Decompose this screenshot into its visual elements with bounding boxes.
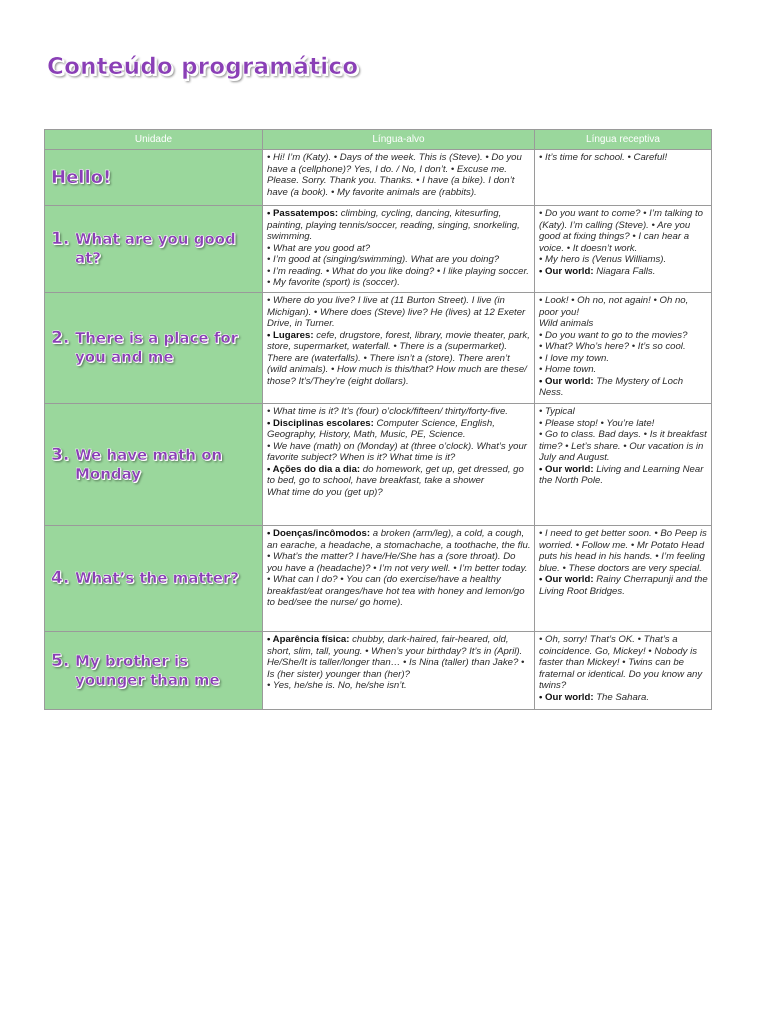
content-text: • I’m reading. • What do you like doing? • I like playing soccer. • My favorite (sport) is (soccer). [267, 265, 529, 288]
table-row [45, 293, 712, 404]
unit-cell [45, 632, 263, 710]
table-header-row [45, 130, 712, 150]
page-title: Conteúdo programático [47, 54, 359, 80]
content-text: Computer Science, English, Geography, History, Math, Music, PE, Science. [267, 417, 495, 440]
content-paragraph [267, 634, 531, 680]
content-text: • Look! • Oh no, not again! • Oh no, poor you! [539, 295, 689, 318]
unit-name: What are you good at? [75, 230, 236, 267]
content-text: • Do you want to go to the movies? [539, 329, 688, 341]
content-text: • Do you want to come? • I’m talking to (Katy). I’m calling (Steve). • Are you good at fixing things? • I can hear a voice. • It doesn’t work. [539, 208, 704, 254]
lingua-receptiva-cell [535, 150, 712, 206]
content-paragraph [539, 574, 708, 597]
content-text: • Where do you live? I live at (11 Burton Street). I live (in Michigan). • Where does (Steve) live? He (lives) at 12 Exeter Drive, in Turner. [267, 295, 526, 329]
content-text: do homework, get up, get dressed, go to bed, go to school, have breakfast, take a shower [267, 463, 524, 486]
content-label: • Our world: [539, 574, 594, 585]
unit-number: 3. [51, 444, 70, 465]
lingua-alvo-cell [263, 632, 535, 710]
content-text: • Go to class. Bad days. • Is it breakfast time? • Let’s share. • Our vacation is in July and August. [539, 429, 707, 463]
content-paragraph [539, 208, 708, 254]
content-text: • Please stop! • You’re late! [539, 417, 655, 429]
content-paragraph [267, 464, 531, 487]
header-lingua-alvo: Língua-alvo [263, 130, 535, 150]
content-paragraph [539, 528, 708, 574]
lingua-receptiva-cell [535, 206, 712, 293]
unit-name: There is a place for you and me [75, 329, 239, 366]
content-paragraph [267, 243, 531, 255]
content-label: • Our world: [539, 375, 594, 387]
content-text: • Oh, sorry! That’s OK. • That’s a coincidence. Go, Mickey! • Nobody is faster than Mickey! • Twins can be fraternal or identical. Do you know any twins? [539, 634, 703, 691]
content-label: • Ações do dia a dia: [267, 463, 361, 475]
unit-cell [45, 206, 263, 293]
unit-number: 2. [51, 328, 70, 348]
content-paragraph [539, 418, 708, 430]
unit-title [51, 168, 258, 187]
unit-name: We have math on Monday [75, 445, 223, 483]
content-text: climbing, cycling, dancing, kitesurfing, painting, playing tennis/soccer, reading, singing, snorkeling, swimming. [267, 208, 520, 242]
header-unidade: Unidade [45, 130, 263, 150]
content-text: • Yes, he/she is. No, he/she isn’t. [267, 680, 407, 691]
content-text: • Hi! I’m (Katy). • Days of the week. This is (Steve). • Do you have a (cellphone)? Yes, I do. / No, I don’t. • Excuse me. Please. Sorry. Thank you. Thanks. • I have (a bike). I don’t have (a book). • My favorite animals are (rabbits). [267, 152, 522, 198]
content-text: • I need to get better soon. • Bo Peep is worried. • Follow me. • Mr Potato Head puts his head in his hands. • I’m feeling blue. • These doctors are very special. [539, 528, 707, 574]
content-label: • Our world: [539, 463, 594, 475]
content-paragraph [539, 692, 708, 704]
content-label: • Our world: [539, 265, 594, 277]
content-paragraph [539, 254, 708, 266]
content-text: The Mystery of Loch Ness. [539, 375, 684, 398]
content-label: • Passatempos: [267, 208, 339, 219]
unit-number: 5. [51, 650, 70, 671]
table-row [45, 206, 712, 293]
content-paragraph [539, 152, 708, 164]
content-paragraph [539, 429, 708, 464]
unit-name: My brother is younger than me [75, 651, 220, 689]
table-row [45, 632, 712, 710]
unit-number: 4. [51, 568, 70, 588]
content-text: chubby, dark-haired, fair-heared, old, short, slim, tall, young. • When’s your birthday? It’s in (April). He/She/It is taller/longer than… • Is Nina (taller) than Jake? • Is (her sister) younger than (her)? [267, 634, 525, 680]
content-text: • What time is it? It’s (four) o’clock/fifteen/ thirty/forty-five. [267, 406, 508, 417]
lingua-alvo-cell [263, 293, 535, 404]
unit-name: What’s the matter? [75, 569, 239, 587]
lingua-alvo-cell [263, 206, 535, 293]
lingua-alvo-cell [263, 404, 535, 526]
unit-title [51, 446, 258, 484]
content-paragraph [267, 406, 531, 418]
unit-cell [45, 526, 263, 632]
content-paragraph [267, 418, 531, 441]
content-paragraph [539, 330, 708, 342]
content-paragraph [539, 464, 708, 487]
content-label: • Lugares: [267, 329, 314, 341]
content-text: • What are you good at? [267, 242, 371, 254]
lingua-receptiva-cell [535, 404, 712, 526]
content-paragraph [267, 208, 531, 243]
content-label: • Doenças/incômodos: [267, 528, 371, 539]
table-row [45, 404, 712, 526]
table-row [45, 150, 712, 206]
content-text: • It’s time for school. • Careful! [539, 152, 668, 163]
header-lingua-receptiva: Língua receptiva [535, 130, 712, 150]
content-text: The Sahara. [593, 691, 649, 703]
content-paragraph [267, 254, 531, 266]
unit-number: 1. [51, 229, 70, 249]
content-text: What time do you (get up)? [267, 486, 383, 498]
content-label: • Disciplinas escolares: [267, 417, 374, 429]
content-text: Wild animals [539, 318, 594, 329]
content-paragraph [539, 634, 708, 692]
lingua-alvo-cell [263, 526, 535, 632]
unit-cell [45, 293, 263, 404]
content-text: • What? Who’s here? • It’s so cool. [539, 341, 686, 352]
content-text: Rainy Cherrapunji and the Living Root Bridges. [539, 574, 708, 597]
content-text: Living and Learning Near the North Pole. [539, 463, 704, 486]
content-paragraph [267, 487, 531, 499]
table-row [45, 526, 712, 632]
content-text: cefe, drugstore, forest, library, movie theater, park, store, supermarket, waterfall. • There is a (supermarket). There are (waterfalls). • There isn’t a (store). There aren’t (wild animals). • How much is this/that? How much are these/ those? It’s/They’re (eight dollars). [267, 329, 530, 387]
content-paragraph [539, 353, 708, 365]
content-paragraph [539, 295, 708, 318]
content-paragraph [539, 406, 708, 418]
unit-cell [45, 404, 263, 526]
content-text: • I love my town. [539, 352, 610, 364]
unit-name: Hello! [51, 167, 112, 188]
content-paragraph [539, 266, 708, 278]
content-text: • Typical [539, 406, 575, 417]
content-text: • I’m good at (singing/swimming). What are you doing? [267, 254, 500, 265]
content-paragraph [267, 295, 531, 330]
content-paragraph [267, 266, 531, 289]
unit-cell [45, 150, 263, 206]
unit-title [51, 329, 258, 367]
content-paragraph [539, 364, 708, 376]
content-paragraph [267, 680, 531, 692]
lingua-receptiva-cell [535, 526, 712, 632]
syllabus-table [44, 129, 712, 710]
content-text: • We have (math) on (Monday) at (three o’clock). What’s your favorite subject? When is it? What time is it? [267, 440, 528, 463]
content-label: • Aparência física: [267, 634, 350, 645]
content-text: • My hero is (Venus Williams). [539, 254, 667, 265]
lingua-receptiva-cell [535, 632, 712, 710]
lingua-alvo-cell [263, 150, 535, 206]
content-paragraph [267, 152, 531, 198]
lingua-receptiva-cell [535, 293, 712, 404]
content-label: • Our world: [539, 691, 594, 703]
content-paragraph [267, 441, 531, 464]
content-paragraph [539, 376, 708, 399]
content-paragraph [539, 318, 708, 330]
unit-title [51, 652, 258, 690]
content-text: a broken (arm/leg), a cold, a cough, an earache, a headache, a stomachache, a toothache, the flu. • What’s the matter? I have/He/She has a (sore throat). Do you have a (headache)? • I’m not very well. • I’m better today. • What can I do? • You can (do exercise/have a healthy breakfast/eat oranges/have hot tea with honey and lemon/go to bed/see the nurse/ go home). [267, 528, 531, 608]
content-text: • Home town. [539, 364, 597, 375]
content-paragraph [267, 330, 531, 388]
content-paragraph [539, 341, 708, 353]
unit-title [51, 230, 258, 268]
content-paragraph [267, 528, 531, 609]
content-text: Niagara Falls. [593, 265, 656, 277]
unit-title [51, 569, 258, 588]
